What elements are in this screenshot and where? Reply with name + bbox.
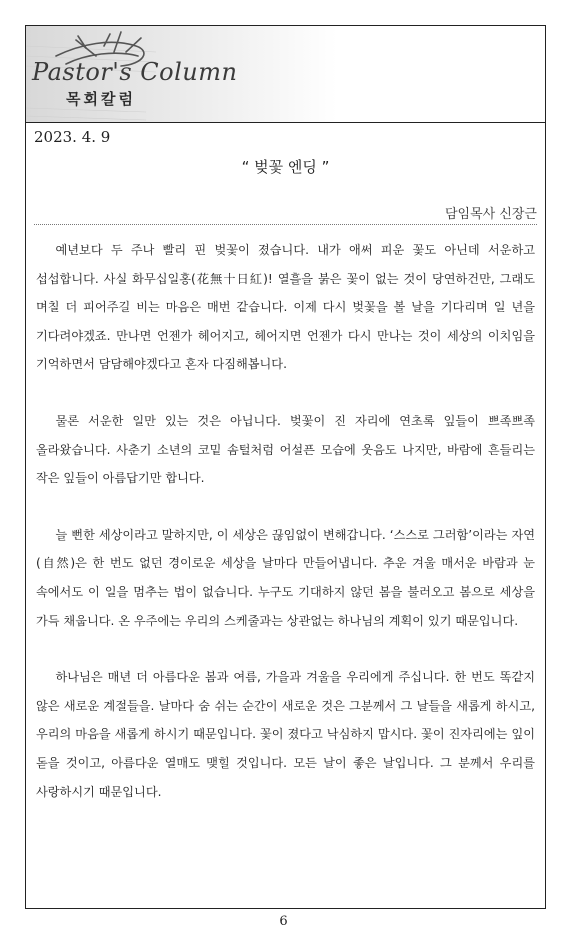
article-date: 2023. 4. 9 bbox=[34, 128, 111, 146]
column-title: Pastor's Column bbox=[32, 58, 238, 86]
paragraph: 하나님은 매년 더 아름다운 봄과 여름, 가을과 겨울을 우리에게 주십니다. 한 번도 똑같지 않은 새로운 계절들을. 날마다 숨 쉬는 순간이 새로운 것은 그분께서 그 날들을 새롭게 하시고, 우리의 마음을 새롭게 하시기 때문입니다. 꽃이 졌다고 낙심하지 맙시다. 꽃이 진자리에는 잎이 돋을 것이고, 아름다운 열매도 맺힐 것입니다. 모든 날이 좋은 날입니다. 그 분께서 우리를 사랑하시기 때문입니다. bbox=[36, 670, 535, 799]
article-author: 담임목사 신장근 bbox=[444, 207, 537, 222]
column-frame bbox=[25, 25, 546, 909]
paragraph: 예년보다 두 주나 빨리 핀 벚꽃이 졌습니다. 내가 애써 피운 꽃도 아닌데 서운하고 섭섭합니다. 사실 화무십일홍(花無十日紅)! 열흘을 붉은 꽃이 없는 것이 당연하건만, 그래도 며칠 더 피어주길 비는 마음은 매번 같습니다. 이제 다시 벚꽃을 볼 날을 기다리며 일 년을 기다려야겠죠. 만나면 언젠가 헤어지고, 헤어지면 언젠가 다시 만나는 것이 세상의 이치임을 기억하면서 담담해야겠다고 혼자 다짐해봅니다. bbox=[36, 243, 535, 372]
dotted-divider bbox=[34, 224, 537, 225]
article-body bbox=[36, 236, 535, 834]
column-header bbox=[26, 26, 545, 123]
column-subtitle: 목회칼럼 bbox=[66, 90, 136, 108]
paragraph: 물론 서운한 일만 있는 것은 아닙니다. 벚꽃이 진 자리에 연초록 잎들이 쁘족쁘족 올라왔습니다. 사춘기 소년의 코밑 솜털처럼 어설픈 모습에 웃음도 나지만, 바람에 흔들리는 작은 잎들이 아름답기만 합니다. bbox=[36, 413, 535, 486]
paragraph: 늘 뻔한 세상이라고 말하지만, 이 세상은 끊임없이 변해갑니다. ‘스스로 그러함’이라는 자연(自然)은 한 번도 없던 경이로운 세상을 날마다 만들어냅니다. 추운 겨울 매서운 바람과 눈 속에서도 이 일을 멈추는 법이 없습니다. 누구도 기대하지 않던 봄을 불러오고 봄으로 세상을 가득 채웁니다. 온 우주에는 우리의 스케줄과는 상관없는 하나님의 계획이 있기 때문입니다. bbox=[36, 527, 535, 628]
article-title: “ 벚꽃 엔딩 ” bbox=[241, 158, 330, 176]
page-number: 6 bbox=[279, 914, 288, 929]
